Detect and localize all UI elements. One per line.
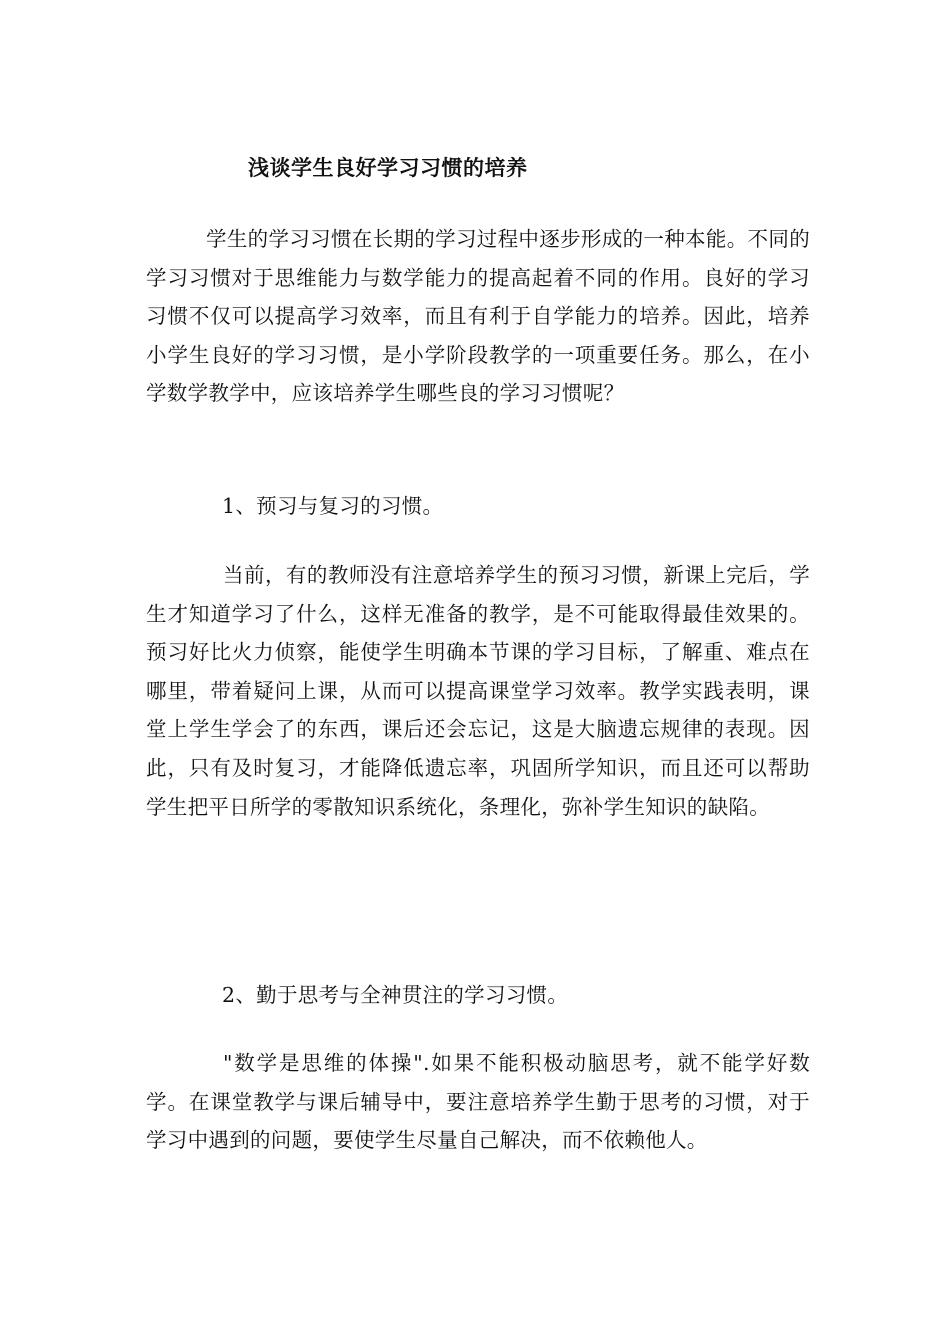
section-2-heading: 2、勤于思考与全神贯注的学习习惯。 [222,983,569,1007]
document-title: 浅谈学生良好学习习惯的培养 [248,156,528,180]
section-2-paragraph: "数学是思维的体操".如果不能积极动脑思考，就不能学好数学。在课堂教学与课后辅导中，要注意培养学生勤于思考的习惯，对于学习中遇到的问题，要使学生尽量自己解决，而不依赖他人。 [146,1051,810,1153]
section-1-paragraph: 当前，有的教师没有注意培养学生的预习习惯，新课上完后，学生才知道学习了什么，这样无准备的教学，是不可能取得最佳效果的。预习好比火力侦察，能使学生明确本节课的学习目标，了解重、难点在哪里，带着疑问上课，从而可以提高课堂学习效率。教学实践表明，课堂上学生学会了的东西，课后还会忘记，这是大脑遗忘规律的表现。因此，只有及时复习，才能降低遗忘率，巩固所学知识，而且还可以帮助学生把平日所学的零散知识系统化，条理化，弥补学生知识的缺陷。 [146,563,810,819]
intro-paragraph: 学生的学习习惯在长期的学习过程中逐步形成的一种本能。不同的学习习惯对于思维能力与数学能力的提高起着不同的作用。良好的学习习惯不仅可以提高学习效率，而且有利于自学能力的培养。因此，培养小学生良好的学习习惯，是小学阶段教学的一项重要任务。那么，在小学数学教学中，应该培养学生哪些良的学习习惯呢？ [146,227,810,406]
section-1-heading: 1、预习与复习的习惯。 [222,494,444,518]
